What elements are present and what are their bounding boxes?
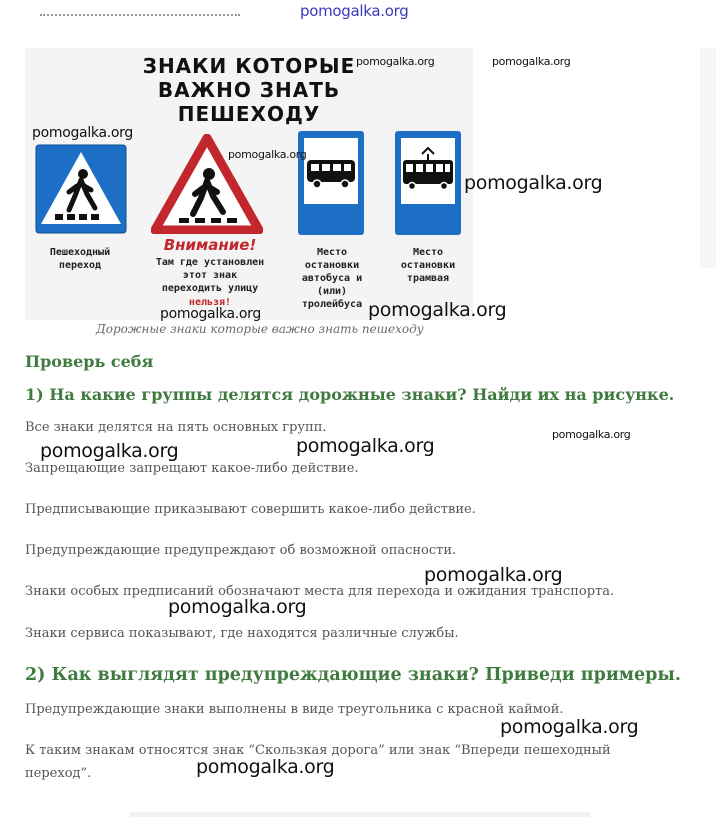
- answer-paragraph: Знаки сервиса показывают, где находятся различные службы.: [25, 626, 459, 641]
- bus-stop-sign-icon: [297, 130, 365, 236]
- watermark: pomogalka.org: [168, 596, 307, 618]
- watermark: pomogalka.org: [300, 2, 409, 20]
- watermark: pomogalka.org: [500, 716, 639, 738]
- sign-caption: Место остановки трамвая: [400, 247, 456, 284]
- answer-paragraph: Предписывающие приказывают совершить какое-либо действие.: [25, 502, 476, 517]
- section-title: Проверь себя: [25, 352, 154, 371]
- sign-caption: Там где установлен этот знак переходить улицу: [155, 257, 265, 294]
- answer-paragraph: Все знаки делятся на пять основных групп.: [25, 420, 327, 435]
- watermark: pomogalka.org: [424, 564, 563, 586]
- answer-paragraph: К таким знакам относятся знак “Скользкая дорога” или знак “Впереди пешеходный переход”.: [25, 743, 611, 781]
- forbidden-label: нельзя!: [188, 297, 232, 308]
- question-1-title: 1) На какие группы делятся дорожные знаки? Найди их на рисунке.: [25, 385, 675, 404]
- poster-title-line: ЗНАКИ КОТОРЫЕ: [142, 54, 356, 78]
- figure-caption: Дорожные знаки которые важно знать пешеходу: [96, 322, 424, 336]
- tram-stop-sign-icon: [394, 130, 462, 236]
- watermark: pomogalka.org: [40, 440, 179, 462]
- watermark: pomogalka.org: [296, 435, 435, 457]
- watermark: pomogalka.org: [368, 299, 507, 321]
- cropped-right-image: [700, 48, 716, 268]
- poster-title-line: ПЕШЕХОДУ: [177, 102, 321, 126]
- watermark: pomogalka.org: [32, 125, 133, 141]
- sign-caption: Пешеходный переход: [49, 247, 111, 271]
- answer-paragraph: Запрещающие запрещают какое-либо действие.: [25, 461, 359, 476]
- question-2-title: 2) Как выглядят предупреждающие знаки? Приведи примеры.: [25, 665, 682, 685]
- watermark: pomogalka.org: [196, 756, 335, 778]
- cropped-bottom-content: [130, 812, 590, 817]
- watermark: pomogalka.org: [228, 148, 307, 161]
- pedestrian-crossing-sign-icon: [35, 144, 127, 234]
- sign-caption: Место остановки автобуса и (или) тролейбуса: [301, 247, 363, 310]
- watermark: pomogalka.org: [552, 428, 631, 441]
- attention-label: Внимание!: [163, 236, 257, 254]
- answer-paragraph: Предупреждающие предупреждают об возможной опасности.: [25, 543, 457, 558]
- road-signs-poster: [25, 48, 473, 320]
- watermark: pomogalka.org: [464, 172, 603, 194]
- answer-paragraph: Предупреждающие знаки выполнены в виде треугольника с красной каймой.: [25, 702, 564, 717]
- watermark: pomogalka.org: [492, 55, 571, 68]
- watermark: pomogalka.org: [356, 55, 435, 68]
- cropped-top-text: [40, 14, 240, 20]
- answer-paragraph: Знаки особых предписаний обозначают места для перехода и ожидания транспорта.: [25, 584, 615, 599]
- poster-title-line: ВАЖНО ЗНАТЬ: [157, 78, 341, 102]
- watermark: pomogalka.org: [160, 306, 261, 322]
